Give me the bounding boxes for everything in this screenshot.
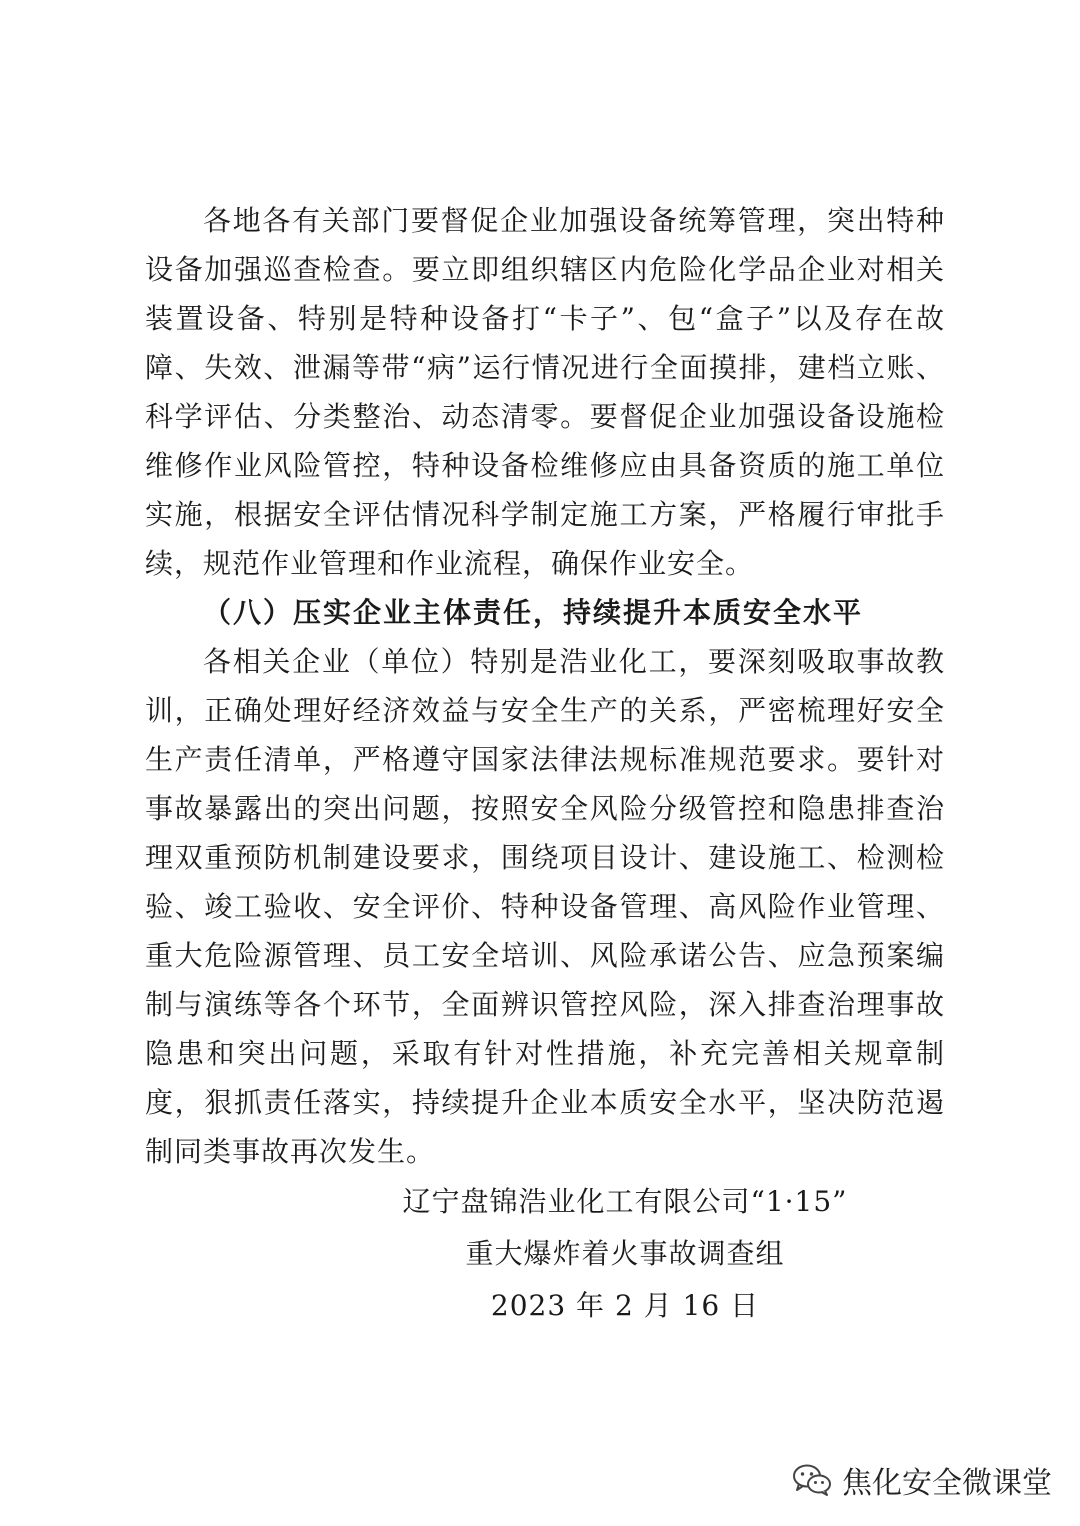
signature-group: 重大爆炸着火事故调查组 (465, 1237, 785, 1270)
signature-organization: 辽宁盘锦浩业化工有限公司“1·15” (402, 1185, 848, 1218)
section-heading-8: （八）压实企业主体责任，持续提升本质安全水平 (203, 596, 864, 629)
signature-date: 2023 年 2 月 16 日 (490, 1289, 760, 1322)
signature-block (390, 1176, 860, 1332)
paragraph-equipment-management: 各地各有关部门要督促企业加强设备统筹管理，突出特种设备加强巡查检查。要立即组织辖区内危险化学品企业对相关装置设备、特别是特种设备打“卡子”、包“盒子”以及存在故障、失效、泄漏等带“病”运行情况进行全面摸排，建档立账、科学评估、分类整治、动态清零。要督促企业加强设备设施检维修作业风险管控，特种设备检维修应由具备资质的施工单位实施，根据安全评估情况科学制定施工方案，严格履行审批手续，规范作业管理和作业流程，确保作业安全。 (145, 204, 945, 580)
wechat-icon (792, 1463, 832, 1497)
paragraph-enterprise-responsibility: 各相关企业（单位）特别是浩业化工，要深刻吸取事故教训，正确处理好经济效益与安全生产的关系，严密梳理好安全生产责任清单，严格遵守国家法律法规标准规范要求。要针对事故暴露出的突出问题，按照安全风险分级管控和隐患排查治理双重预防机制建设要求，围绕项目设计、建设施工、检测检验、竣工验收、安全评价、特种设备管理、高风险作业管理、重大危险源管理、员工安全培训、风险承诺公告、应急预案编制与演练等各个环节，全面辨识管控风险，深入排查治理事故隐患和突出问题，采取有针对性措施，补充完善相关规章制度，狠抓责任落实，持续提升企业本质安全水平，坚决防范遏制同类事故再次发生。 (145, 645, 945, 1168)
watermark (792, 1458, 1052, 1502)
watermark-text: 焦化安全微课堂 (842, 1466, 1052, 1501)
document-body (145, 196, 945, 1176)
